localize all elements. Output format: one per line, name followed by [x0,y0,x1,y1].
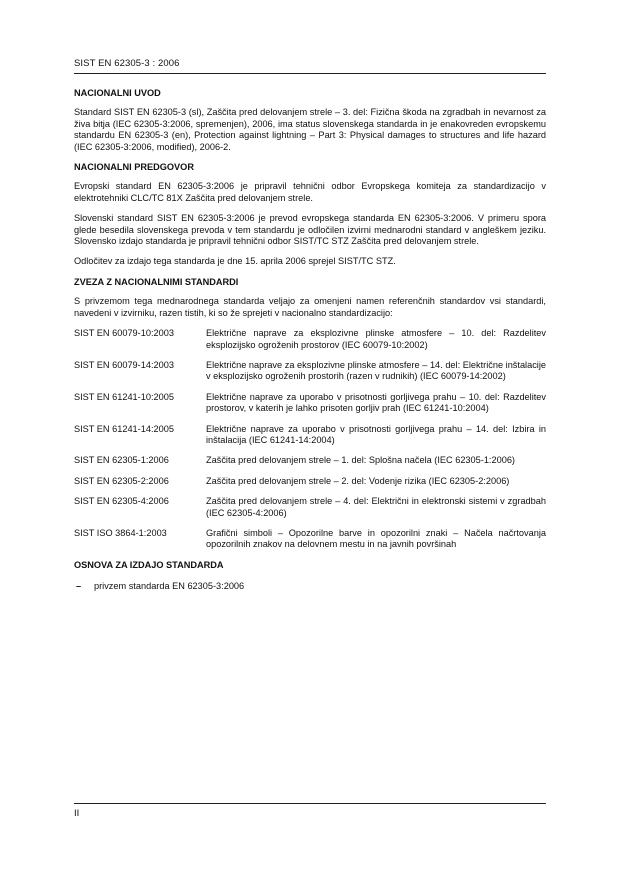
document-body [74,88,546,593]
predgovor-paragraph: Evropski standard EN 62305-3:2006 je pripravil tehnični odbor Evropskega komiteja za standardizacijo v elektrotehniki CLC/TC 81X Zaščita pred delovanjem strele. [74,181,546,203]
standard-code: SIST ISO 3864-1:2003 [74,527,167,538]
predgovor-paragraph: Slovenski standard SIST EN 62305-3:2006 je prevod evropskega standarda EN 62305-3:2006. V primeru spora glede besedila slovenskega prevoda v tem standardu je odločilen izvirni mednarodni standard v angleškem jeziku. Slovensko izdajo standarda je pripravil tehnični odbor SIST/TC STZ Zaščita pred delovanjem strele. [74,213,546,247]
standard-row [74,392,546,415]
standard-title: Zaščita pred delovanjem strele – 2. del: Vodenje rizika (IEC 62305-2:2006) [206,475,510,486]
predgovor-paragraph: Odločitev za izdajo tega standarda je dne 15. aprila 2006 sprejel SIST/TC STZ. [74,256,396,267]
standard-row [74,528,546,551]
standard-title: Električne naprave za eksplozivne plinske atmosfere – 10. del: Razdelitev eksplozijsko ogroženih prostorov (IEC 60079-10:2002) [206,328,546,350]
list-item-text: privzem standarda EN 62305-3:2006 [94,581,245,592]
section-heading-zveza: ZVEZA Z NACIONALNIMI STANDARDI [74,276,239,287]
footer-divider [74,803,546,804]
standard-row [74,360,546,383]
standard-title: Zaščita pred delovanjem strele – 4. del: Električni in elektronski sistemi v zgradbah (IEC 62305-4:2006) [206,496,546,518]
standard-row [74,476,546,487]
standard-code: SIST EN 62305-4:2006 [74,496,169,507]
standards-list [74,328,546,551]
standard-title: Zaščita pred delovanjem strele – 1. del: Splošna načela (IEC 62305-1:2006) [206,455,515,466]
standard-title: Električne naprave za uporabo v prisotnosti gorljivega prahu – 10. del: Razdelitev prostorov, v katerih je lahko prisoten gorljiv prah (IEC 61241-10:2004) [206,391,546,414]
standard-code: SIST EN 61241-14:2005 [74,423,174,434]
standard-row [74,455,546,466]
section-heading-nacionalni-uvod: NACIONALNI UVOD [74,88,161,98]
zveza-intro: S privzemom tega mednarodnega standarda veljajo za omenjeni namen referenčnih standardov vsi standardi, navedeni v izvirniku, razen tistih, ki so že sprejeti v nacionalno standardizacijo: [74,296,546,318]
standard-title: Električne naprave za uporabo v prisotnosti gorljivega prahu – 14. del: Izbira in inštalacija (IEC 61241-14:2004) [206,423,546,445]
standard-title: Grafični simboli – Opozorilne barve in opozorilni znaki – Načela načrtovanja opozorilnih znakov na delovnem mestu in na javnih površinah [206,527,546,550]
list-item [74,581,546,592]
dash-bullet-icon: – [76,581,82,592]
standard-code: SIST EN 62305-1:2006 [74,455,169,466]
standard-row [74,424,546,447]
section-heading-osnova: OSNOVA ZA IZDAJO STANDARDA [74,559,224,570]
standard-code: SIST EN 60079-14:2003 [74,359,174,370]
nacionalni-uvod-text: Standard SIST EN 62305-3 (sl), Zaščita pred delovanjem strele – 3. del: Fizična škoda na zgradbah in nevarnost za živa bitja (IEC 62305-3:2006, spremenjen), 2006, ima status slovenskega standarda in je enakovreden evropskemu standardu EN 62305-3 (en), Protection against lightning – Part 3: Physical damages to structures and life hazard (IEC 62305-3:2006, modified), 2006-2. [74,107,546,152]
standard-code: SIST EN 60079-10:2003 [74,328,174,339]
standard-row [74,328,546,351]
standard-code: SIST EN 61241-10:2005 [74,391,174,402]
section-heading-nacionalni-predgovor: NACIONALNI PREDGOVOR [74,162,194,173]
document-id-header: SIST EN 62305-3 : 2006 [74,58,180,69]
header-divider [74,73,546,74]
standard-title: Električne naprave za eksplozivne plinske atmosfere – 14. del: Električne inštalacije v eksplozijsko ogroženih prostorih (razen v rudnikih) (IEC 60079-14:2002) [206,359,546,382]
standard-row [74,496,546,519]
standard-code: SIST EN 62305-2:2006 [74,475,169,486]
page-number: II [74,808,80,819]
